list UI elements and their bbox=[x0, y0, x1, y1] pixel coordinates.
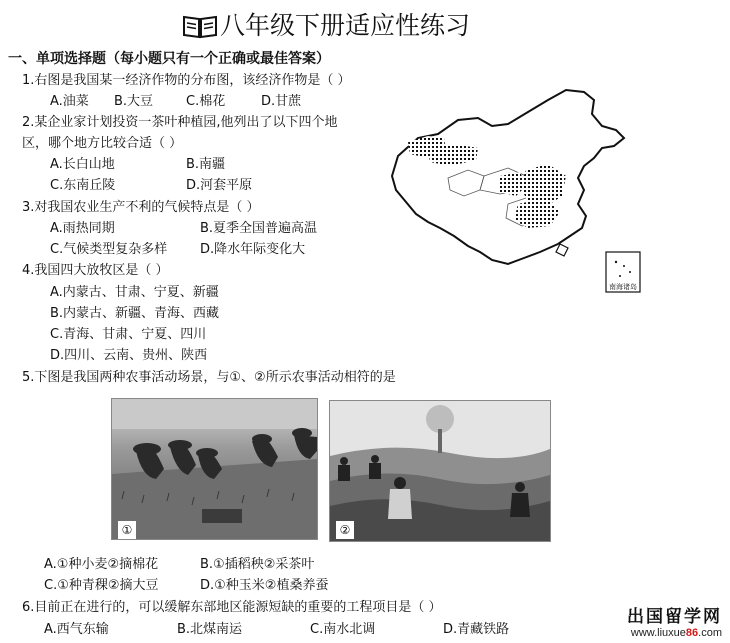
option: C.棉花 bbox=[186, 94, 226, 109]
question-3-stem: 3.对我国农业生产不利的气候特点是（ ） bbox=[22, 200, 260, 215]
option: A.长白山地 bbox=[50, 157, 115, 172]
option: A.①种小麦②摘棉花 bbox=[44, 557, 159, 572]
question-6-options bbox=[44, 621, 509, 639]
question-3-options-row-2 bbox=[50, 241, 305, 259]
option: B.①插稻秧②采茶叶 bbox=[200, 557, 315, 572]
watermark-url-number: 86 bbox=[685, 627, 699, 639]
question-5-stem: 5.下图是我国两种农事活动场景，与①、②所示农事活动相符的是 bbox=[22, 370, 396, 385]
option: A.西气东输 bbox=[44, 622, 109, 637]
option: D.①种玉米②植桑养蚕 bbox=[200, 578, 329, 593]
question-2-stem-line-2: 区，哪个地方比较合适（ ） bbox=[22, 136, 183, 151]
question-2-stem-line-1: 2.某企业家计划投资一茶叶种植园,他列出了以下四个地 bbox=[22, 115, 338, 130]
photo-1-label: ① bbox=[118, 521, 136, 539]
question-4-option-c: C.青海、甘肃、宁夏、四川 bbox=[50, 327, 207, 342]
option: D.降水年际变化大 bbox=[200, 242, 306, 257]
option: D.河套平原 bbox=[186, 178, 253, 193]
option: C.①种青稞②摘大豆 bbox=[44, 578, 159, 593]
question-6-stem: 6.目前正在进行的，可以缓解东部地区能源短缺的重要的工程项目是（ ） bbox=[22, 600, 442, 615]
option: D.甘蔗 bbox=[261, 94, 302, 109]
question-4-option-a: A.内蒙古、甘肃、宁夏、新疆 bbox=[50, 285, 219, 300]
question-1-options bbox=[50, 93, 301, 111]
question-4-option-d: D.四川、云南、贵州、陕西 bbox=[50, 348, 208, 363]
watermark-url bbox=[627, 627, 722, 639]
section-heading: 一、单项选择题（每小题只有一个正确或最佳答案） bbox=[8, 51, 330, 67]
question-3-options-row-1 bbox=[50, 220, 317, 238]
option: B.北煤南运 bbox=[177, 622, 243, 637]
question-5-options-row-1 bbox=[44, 556, 314, 574]
title-text: 八年级下册适应性练习 bbox=[220, 11, 471, 40]
photo-2-label: ② bbox=[336, 521, 354, 539]
china-map-outline bbox=[388, 86, 643, 296]
rice-transplanting-image bbox=[112, 399, 317, 539]
question-4-stem: 4.我国四大放牧区是（ ） bbox=[22, 263, 169, 278]
china-crop-distribution-map bbox=[388, 86, 643, 296]
question-1-stem: 1.右图是我国某一经济作物的分布图，该经济作物是（ ） bbox=[22, 73, 351, 88]
tea-picking-image bbox=[330, 401, 550, 541]
option: D.青藏铁路 bbox=[443, 622, 510, 637]
question-4-option-b: B.内蒙古、新疆、青海、西藏 bbox=[50, 306, 220, 321]
photo-tea-picking bbox=[329, 400, 551, 542]
option: C.南水北调 bbox=[310, 622, 376, 637]
site-watermark bbox=[627, 602, 722, 639]
option: A.雨热同期 bbox=[50, 221, 115, 236]
page-title bbox=[182, 8, 522, 44]
question-2-options-row-2 bbox=[50, 177, 252, 195]
option: A.油菜 bbox=[50, 94, 89, 109]
watermark-site-name: 出国留学网 bbox=[627, 607, 722, 626]
option: B.大豆 bbox=[114, 94, 154, 109]
photo-rice-transplanting bbox=[111, 398, 318, 540]
south-china-sea-inset-label: 南海诸岛 bbox=[609, 283, 637, 291]
option: C.东南丘陵 bbox=[50, 178, 116, 193]
question-5-options-row-2 bbox=[44, 577, 328, 595]
question-2-options-row-1 bbox=[50, 156, 225, 174]
option: B.夏季全国普遍高温 bbox=[200, 221, 318, 236]
option: C.气候类型复杂多样 bbox=[50, 242, 168, 257]
watermark-url-suffix: .com bbox=[698, 627, 722, 639]
watermark-url-prefix: www.liuxue bbox=[630, 627, 686, 639]
option: B.南疆 bbox=[186, 157, 226, 172]
open-book-icon bbox=[182, 13, 218, 39]
